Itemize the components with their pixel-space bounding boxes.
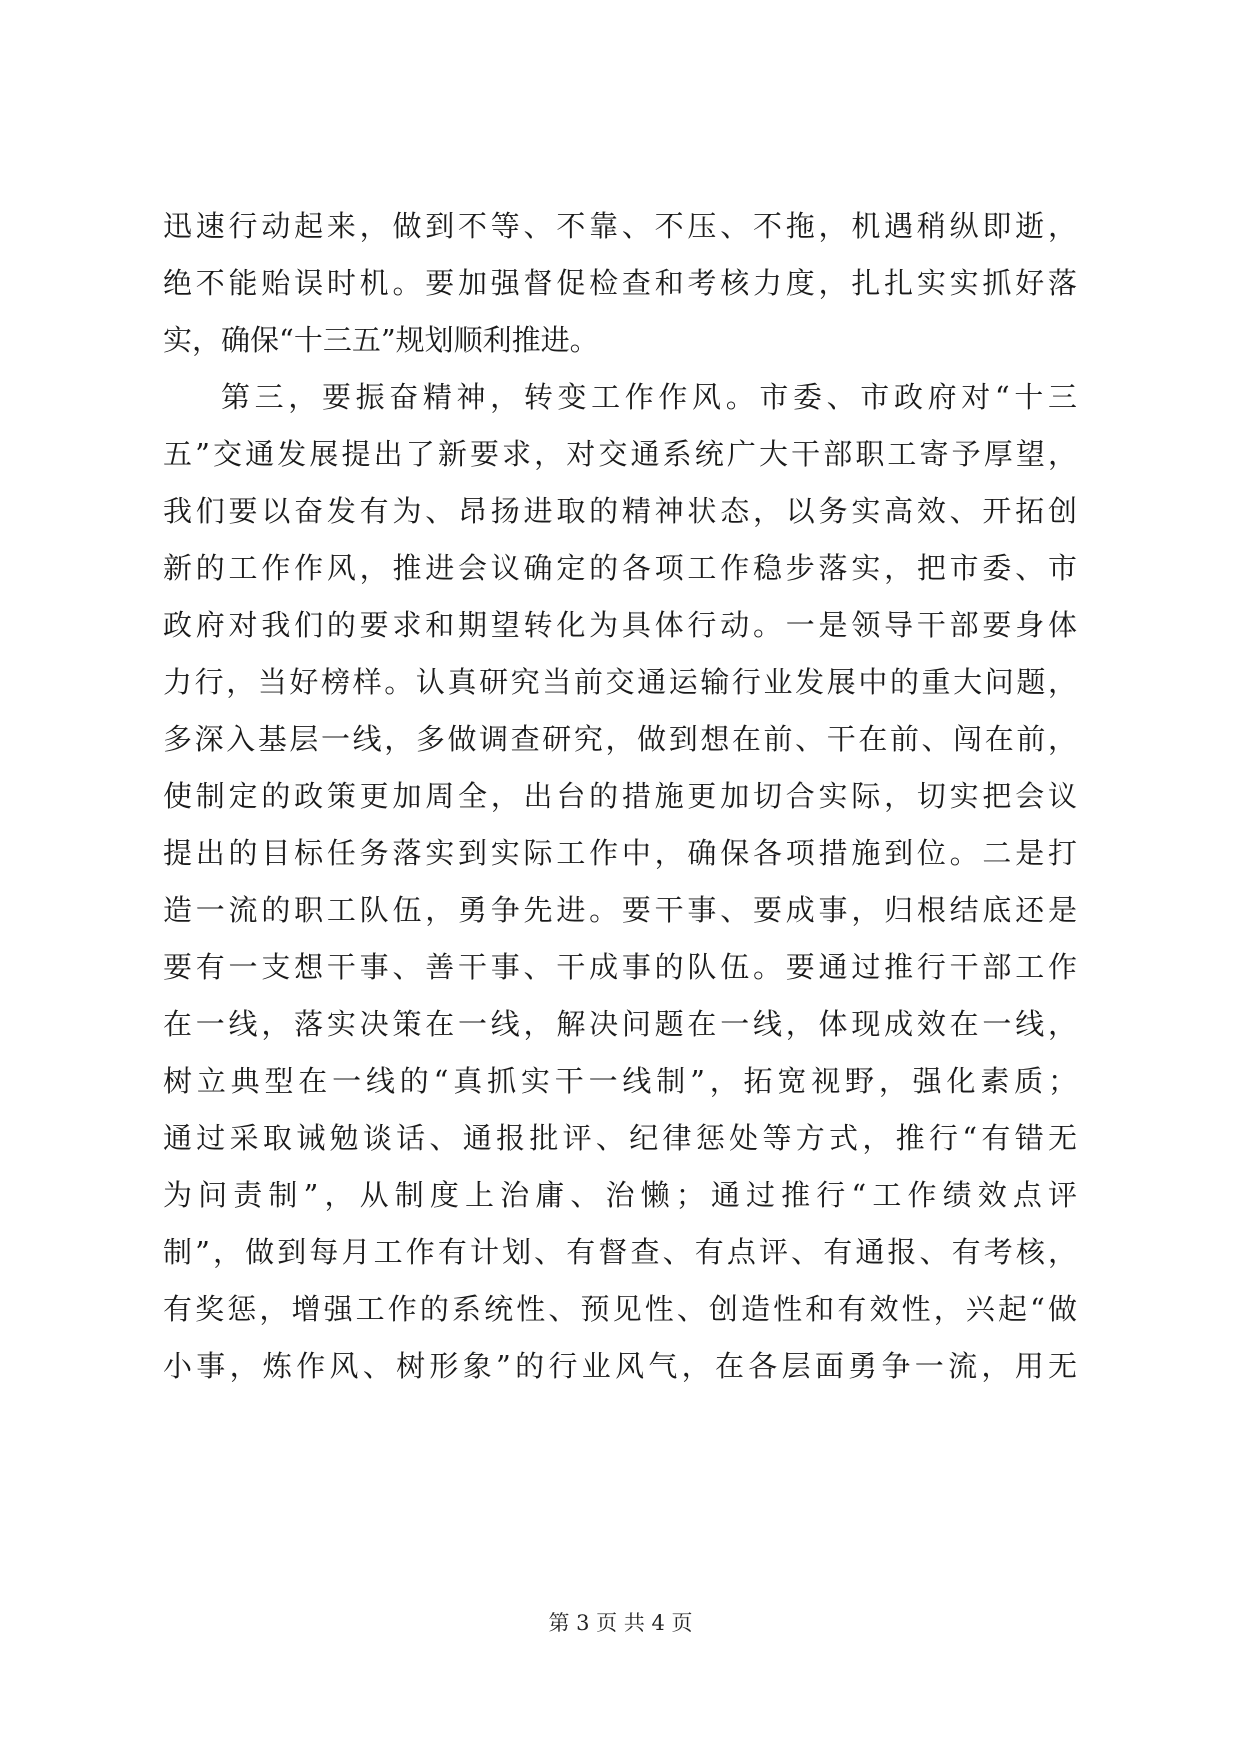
text-line: 力行，当好榜样。认真研究当前交通运输行业发展中的重大问题， [163,665,1077,699]
text-line: 在一线，落实决策在一线，解决问题在一线，体现成效在一线， [163,1007,1077,1041]
text-line: 为问责制”，从制度上治庸、治懒；通过推行“工作绩效点评 [163,1178,1077,1212]
text-line: 绝不能贻误时机。要加强督促检查和考核力度，扎扎实实抓好落 [163,266,1077,300]
text-line: 新的工作作风，推进会议确定的各项工作稳步落实，把市委、市 [163,551,1077,585]
text-line: 有奖惩，增强工作的系统性、预见性、创造性和有效性，兴起“做 [163,1292,1077,1326]
text-line: 小事，炼作风、树形象”的行业风气，在各层面勇争一流，用无 [163,1349,1077,1383]
text-line: 造一流的职工队伍，勇争先进。要干事、要成事，归根结底还是 [163,893,1077,927]
text-line: 使制定的政策更加周全，出台的措施更加切合实际，切实把会议 [163,779,1077,813]
text-line: 实，确保“十三五”规划顺利推进。 [163,323,599,357]
text-line: 迅速行动起来，做到不等、不靠、不压、不拖，机遇稍纵即逝， [163,209,1077,243]
text-line: 树立典型在一线的“真抓实干一线制”，拓宽视野，强化素质； [163,1064,1077,1098]
text-line: 提出的目标任务落实到实际工作中，确保各项措施到位。二是打 [163,836,1077,870]
text-line: 要有一支想干事、善干事、干成事的队伍。要通过推行干部工作 [163,950,1077,984]
text-line: 制”，做到每月工作有计划、有督查、有点评、有通报、有考核， [163,1235,1077,1269]
text-line: 我们要以奋发有为、昂扬进取的精神状态，以务实高效、开拓创 [163,494,1077,528]
document-body [163,198,1077,1395]
text-line: 多深入基层一线，多做调查研究，做到想在前、干在前、闯在前， [163,722,1077,756]
text-line: 五”交通发展提出了新要求，对交通系统广大干部职工寄予厚望， [163,437,1077,471]
page-number-footer: 第 3 页 共 4 页 [548,1611,693,1635]
text-line: 通过采取诫勉谈话、通报批评、纪律惩处等方式，推行“有错无 [163,1121,1077,1155]
text-line: 政府对我们的要求和期望转化为具体行动。一是领导干部要身体 [163,608,1077,642]
paragraph-start-line: 第三，要振奋精神，转变工作作风。市委、市政府对“十三 [221,380,1077,414]
